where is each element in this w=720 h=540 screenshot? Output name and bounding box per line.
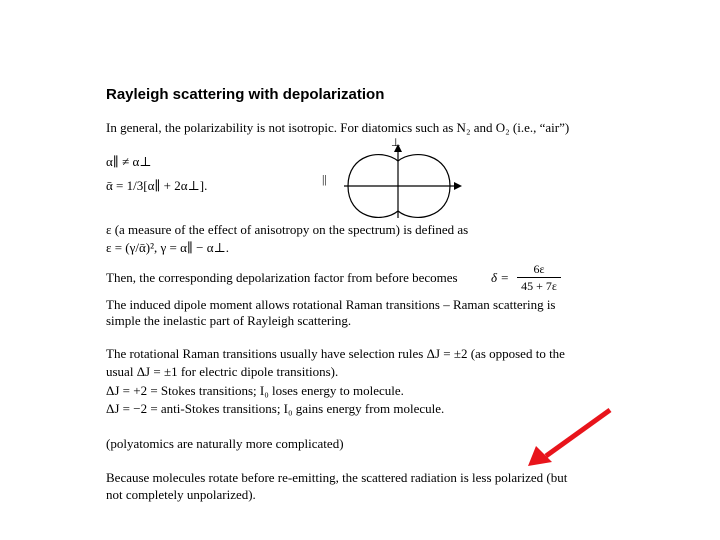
dipole-line-2: simple the inelastic part of Rayleigh scattering.	[106, 313, 352, 328]
conclusion-line-2: not completely unpolarized).	[106, 487, 256, 502]
horizontal-axis-arrowhead	[454, 182, 462, 190]
parallel-label: ||	[322, 172, 327, 186]
rotational-line-1: The rotational Raman transitions usually have selection rules ΔJ = ±2 (as opposed to the	[106, 346, 565, 361]
alpha-average-equation: ᾱ = 1/3[α∥ + 2α⊥].	[106, 178, 208, 193]
polyatomic-note: (polyatomics are naturally more complicated)	[106, 436, 344, 451]
delta-numerator: 6ε	[533, 262, 545, 276]
rotational-line-2: usual ΔJ = ±1 for electric dipole transitions).	[106, 364, 339, 379]
delta-fraction-bar	[517, 277, 561, 278]
intro-text: In general, the polarizability is not isotropic. For diatomics such as N₂ and O₂ (i.e., “air”)	[106, 120, 570, 135]
red-arrow-shaft	[546, 410, 610, 456]
anti-stokes-line: ΔJ = −2 = anti-Stokes transitions; I₀ gains energy from molecule.	[106, 401, 445, 416]
alpha-inequality: α∥ ≠ α⊥	[106, 154, 152, 169]
epsilon-formula: ε = (γ/ᾱ)², γ = α∥ − α⊥.	[106, 240, 230, 255]
polarizability-polar-diagram	[300, 136, 490, 222]
delta-lhs: δ =	[491, 270, 510, 285]
anisotropy-definition: ε (a measure of the effect of anisotropy on the spectrum) is defined as	[106, 222, 469, 237]
conclusion-line-1: Because molecules rotate before re-emitting, the scattered radiation is less polarized (but	[106, 470, 568, 485]
slide-title: Rayleigh scattering with depolarization	[106, 86, 385, 103]
dipole-line-1: The induced dipole moment allows rotational Raman transitions – Raman scattering is	[106, 297, 556, 312]
red-arrow-annotation	[524, 406, 614, 470]
stokes-line: ΔJ = +2 = Stokes transitions; I₀ loses energy to molecule.	[106, 383, 404, 398]
perpendicular-label: ⊥	[391, 137, 401, 149]
depolarization-text: Then, the corresponding depolarization factor from before becomes	[106, 270, 458, 285]
delta-denominator: 45 + 7ε	[521, 279, 557, 293]
